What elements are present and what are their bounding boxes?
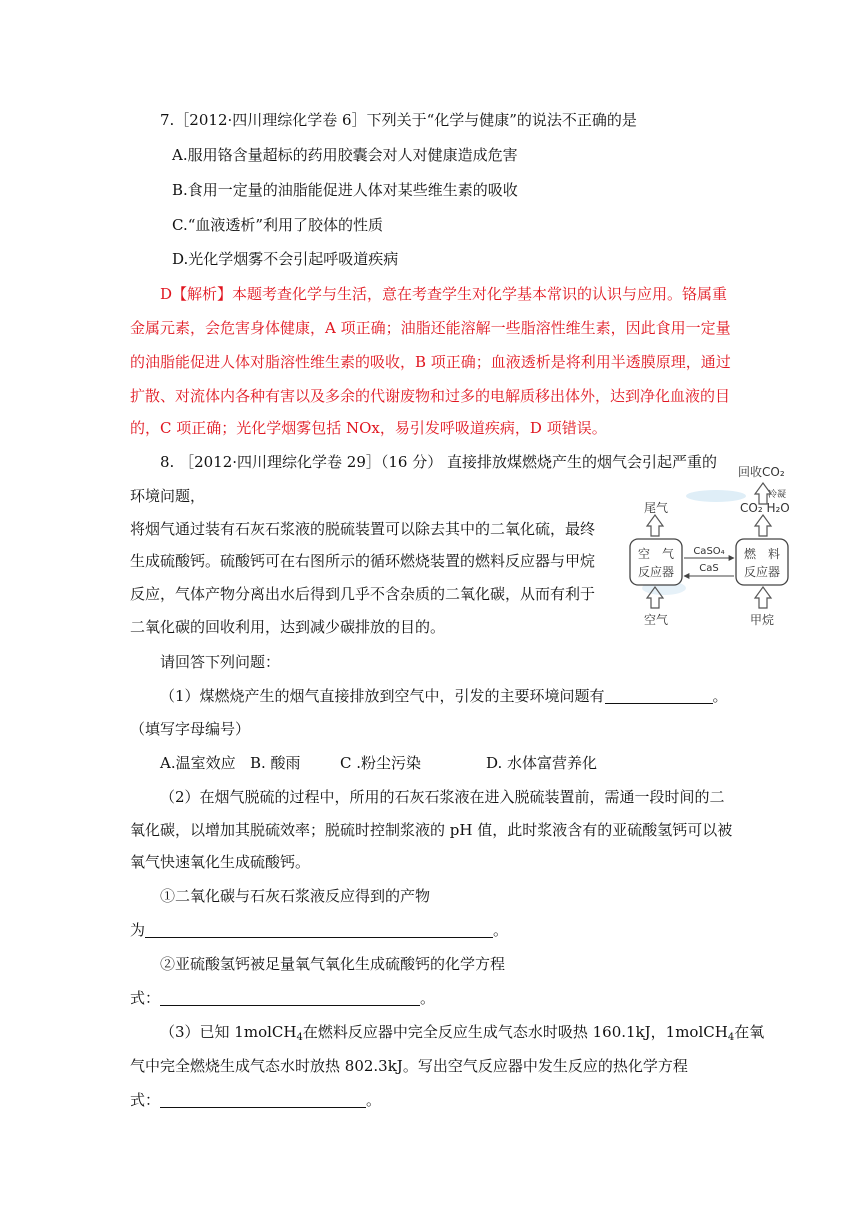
q8-part1-text: （1）煤燃烧产生的烟气直接排放到空气中，引发的主要环境问题有 xyxy=(160,687,605,705)
condense-label: 冷凝 xyxy=(768,490,787,500)
q8-part3-prefix: 式： xyxy=(130,1091,161,1109)
q8-part3-end: 。 xyxy=(366,1091,382,1109)
air-label: 空气 xyxy=(644,613,669,627)
q8-part3-text: 在燃料反应器中完全反应生成气态水时吸热 160.1kJ，1molCH xyxy=(302,1023,728,1041)
q8-part1-end: 。 xyxy=(712,687,728,705)
q8-stem-line: 二氧化碳的回收利用，达到减少碳排放的目的。 xyxy=(130,618,446,636)
q8-part3-line xyxy=(160,1022,764,1042)
product-arrow-icon xyxy=(755,515,771,536)
q8-part1-options xyxy=(160,753,597,773)
methane-inlet-arrow-icon xyxy=(755,587,771,608)
co2-h2o-label: CO₂ H₂O xyxy=(740,501,790,515)
q7-stem: 7.［2012·四川理综化学卷 6］下列关于“化学与健康”的说法不正确的是 xyxy=(160,111,637,129)
q7-analysis-line: D【解析】本题考查化学与生活，意在考查学生对化学基本常识的认识与应用。铬属重 xyxy=(160,285,728,303)
fuel-reactor-label: 燃 料 xyxy=(743,547,781,561)
q7-analysis-line: 的油脂能促进人体对脂溶性维生素的吸收，B 项正确；血液透析是将利用半透膜原理，通过 xyxy=(130,353,731,371)
q8-prompt: 请回答下列问题： xyxy=(160,653,281,671)
tail-gas-label: 尾气 xyxy=(644,501,669,515)
q7-analysis-line: 的，C 项正确；光化学烟雾包括 NOx，易引发呼吸道疾病，D 项错误。 xyxy=(130,419,607,437)
q8-sub1-prefix: 为 xyxy=(130,921,146,939)
q7-option-c: C.“血液透析”利用了胶体的性质 xyxy=(172,216,384,234)
q8-sub2-prefix: 式： xyxy=(130,989,161,1007)
q7-option-b: B.食用一定量的油脂能促进人体对某些维生素的吸收 xyxy=(172,181,518,199)
q8-option-c: C .粉尘污染 xyxy=(340,754,422,772)
q8-part2-line: 氧化碳，以增加其脱硫效率；脱硫时控制浆液的 pH 值，此时浆液含有的亚硫酸氢钙可以被 xyxy=(130,821,733,839)
q8-stem-line: 反应，气体产物分离出水后得到几乎不含杂质的二氧化碳，从而有利于 xyxy=(130,585,596,603)
q8-part2-line: 氧气快速氧化生成硫酸钙。 xyxy=(130,853,311,871)
air-reactor-label: 空 气 xyxy=(637,547,675,561)
air-reactor-label: 反应器 xyxy=(637,565,675,579)
answer-blank[interactable] xyxy=(605,687,713,704)
q8-part1-line xyxy=(160,686,728,706)
q8-sub2-answer-line xyxy=(130,988,435,1008)
q8-sub1-answer-line xyxy=(130,920,508,940)
fuel-reactor-label: 反应器 xyxy=(743,565,781,579)
q8-stem-line: 8. ［2012·四川理综化学卷 29］（16 分） 直接排放煤燃烧产生的烟气会引起严重的 xyxy=(160,453,718,471)
cas-label: CaS xyxy=(699,563,719,574)
q8-part2-line: （2）在烟气脱硫的过程中，所用的石灰石浆液在进入脱硫装置前，需通一段时间的二 xyxy=(160,788,725,806)
q8-stem-line: 生成硫酸钙。硫酸钙可在右图所示的循环燃烧装置的燃料反应器与甲烷 xyxy=(130,552,596,570)
answer-blank[interactable] xyxy=(160,989,420,1006)
q8-stem-line: 将烟气通过装有石灰石浆液的脱硫装置可以除去其中的二氧化硫，最终 xyxy=(130,520,596,538)
q8-stem-line: 环境问题， xyxy=(130,487,206,505)
methane-label: 甲烷 xyxy=(750,613,775,627)
q7-option-d: D.光化学烟雾不会引起呼吸道疾病 xyxy=(172,250,399,268)
subscript: 4 xyxy=(296,1032,303,1043)
q8-part3-answer-line xyxy=(130,1090,381,1110)
caso4-label: CaSO₄ xyxy=(693,546,725,557)
q8-option-d: D. 水体富营养化 xyxy=(486,754,598,772)
q8-sub1-end: 。 xyxy=(493,921,509,939)
answer-blank[interactable] xyxy=(145,921,493,938)
q8-sub2-end: 。 xyxy=(420,989,436,1007)
combustion-cycle-diagram xyxy=(628,456,798,630)
q7-option-a: A.服用铬含量超标的药用胶囊会对人对健康造成危害 xyxy=(172,146,518,164)
q8-part1-note: （填写字母编号） xyxy=(130,720,251,738)
tail-gas-arrow-icon xyxy=(647,515,663,536)
q7-analysis-line: 扩散、对流体内各种有害以及多余的代谢废物和过多的电解质移出体外，达到净化血液的目 xyxy=(130,387,731,405)
q8-part3-text: （3）已知 1molCH xyxy=(160,1023,297,1041)
q8-sub2-line: ②亚硫酸氢钙被足量氧气氧化生成硫酸钙的化学方程 xyxy=(160,955,506,973)
q8-part3-text: 在氧 xyxy=(734,1023,765,1041)
q8-option-a: A.温室效应 xyxy=(160,754,236,772)
subscript: 4 xyxy=(727,1032,735,1043)
q7-analysis-line: 金属元素，会危害身体健康，A 项正确；油脂还能溶解一些脂溶性维生素，因此食用一定量 xyxy=(130,319,731,337)
answer-blank[interactable] xyxy=(160,1091,366,1108)
background-smudge xyxy=(686,490,746,502)
q8-option-b: B. 酸雨 xyxy=(250,754,301,772)
recover-co2-label: 回收CO₂ xyxy=(738,465,785,479)
q8-part3-line: 气中完全燃烧生成气态水时放热 802.3kJ。写出空气反应器中发生反应的热化学方程 xyxy=(130,1057,688,1075)
q8-sub1-line: ①二氧化碳与石灰石浆液反应得到的产物 xyxy=(160,887,431,905)
